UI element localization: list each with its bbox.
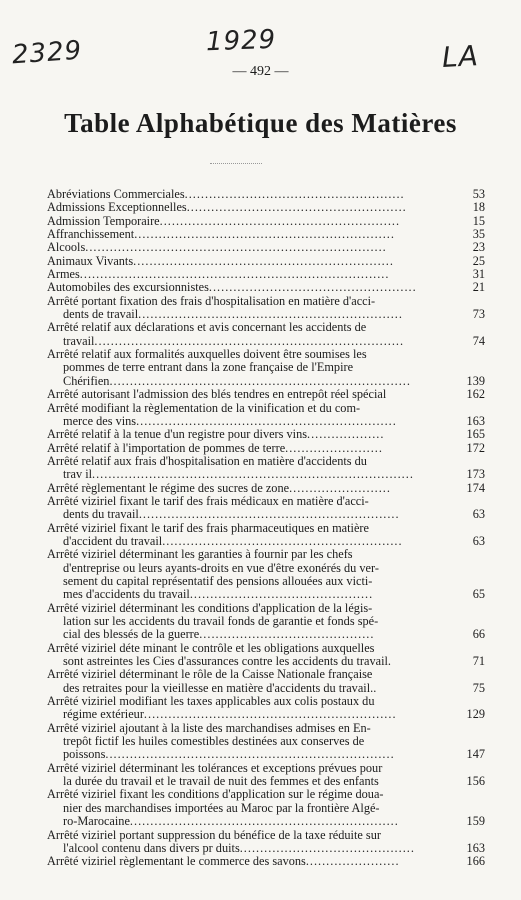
toc-entry-text: Armes xyxy=(47,268,80,282)
toc-dot-leader: ............................................................................ xyxy=(94,333,405,348)
toc-entry xyxy=(47,455,485,482)
toc-entry-continuation: trav il............................................................................... xyxy=(63,467,414,482)
toc-entry xyxy=(47,201,485,214)
toc-entry-continuation: dents de travail................................................................. xyxy=(63,307,403,322)
toc-dot-leader: ........................................................... xyxy=(159,214,401,228)
toc-page-number: 35 xyxy=(472,228,485,242)
toc-dot-leader: .................................................................. xyxy=(129,814,399,829)
toc-page-number: 129 xyxy=(466,707,485,722)
toc-entry-text: Arrêté viziriel déterminant le rôle de la Caisse Nationale française xyxy=(47,667,373,682)
toc-entry-continuation: sont astreintes les Cies d'assurances contre les accidents du travail. xyxy=(63,654,391,669)
toc-entry-text: Arrêté viziriel déterminant les garanties à fournir par les chefs xyxy=(47,547,353,562)
toc-entry-continuation: d'accident du travail........................................................... xyxy=(63,533,403,548)
toc-entry-text: Admission Temporaire xyxy=(47,214,160,228)
toc-dot-leader: ................................................... xyxy=(208,281,417,295)
toc-page-number: 31 xyxy=(472,268,485,282)
toc-entry-continuation: d'entreprise ou leurs ayants-droits en vue d'être exonérés du ver- xyxy=(63,560,379,575)
toc-entry-text: Arrêté viziriel portant suppression du bénéfice de la taxe réduite sur xyxy=(47,827,381,842)
toc-page-number: 147 xyxy=(466,747,485,762)
toc-entry-text: Arrêté relatif aux déclarations et avis concernant les accidents de xyxy=(47,320,367,335)
handwritten-annotation-left: 2329 xyxy=(11,35,84,71)
toc-page-number: 23 xyxy=(472,241,485,255)
toc-entry-text: Arrêté relatif aux frais d'hospitalisation en matière d'accidents du xyxy=(47,453,367,468)
toc-entry-text: Arrêté viziriel modifiant les taxes applicables aux colis postaux du xyxy=(47,694,375,709)
title-ornament xyxy=(210,153,262,164)
toc-dot-leader: ......................... xyxy=(289,481,391,495)
toc-entry xyxy=(47,495,485,522)
toc-page-number: 163 xyxy=(466,840,485,855)
toc-entry-continuation: l'alcool contenu dans divers pr duits........................................... xyxy=(63,840,415,855)
toc-dot-leader: ........................................... xyxy=(239,840,415,855)
toc-page-number: 63 xyxy=(472,507,485,522)
toc-page-number: 172 xyxy=(466,441,485,455)
toc-entry-continuation: merce des vins................................................................ xyxy=(63,413,397,428)
toc-entry xyxy=(47,281,485,294)
toc-page-number: 25 xyxy=(472,254,485,268)
toc-dot-leader: .......................................................................... xyxy=(85,241,387,255)
toc-page-number: 53 xyxy=(472,188,485,201)
toc-entry-continuation: régime extérieur.............................................................. xyxy=(63,707,397,722)
toc-entry-continuation: cial des blessés de la guerre........................................... xyxy=(63,627,375,642)
toc-dot-leader: ....................................................................... xyxy=(105,747,395,762)
toc-dot-leader: ...................................................... xyxy=(186,201,407,215)
toc-entry-continuation: dents du travail................................................................ xyxy=(63,507,400,522)
handwritten-annotation-year: 1929 xyxy=(205,24,277,58)
toc-dot-leader: ................................................................ xyxy=(134,228,395,242)
toc-entry-text: Arrêté portant fixation des frais d'hospitalisation en matière d'acci- xyxy=(47,293,376,308)
toc-entry-text: Abréviations Commerciales xyxy=(47,188,185,201)
toc-entry xyxy=(47,762,485,789)
toc-entry-continuation: la durée du travail et le travail de nuit des femmes et des enfants xyxy=(63,774,379,789)
toc-entry-text: Arrêté viziriel fixant les conditions d'application sur le régime doua- xyxy=(47,787,384,802)
toc-page-number: 18 xyxy=(472,201,485,215)
toc-entry xyxy=(47,388,485,401)
toc-entry xyxy=(47,428,485,441)
handwritten-annotation-right: LA xyxy=(441,39,480,74)
toc-entry xyxy=(47,722,485,762)
toc-page-number: 162 xyxy=(466,388,485,402)
toc-entry-text: Automobiles des excursionnistes xyxy=(47,281,209,295)
toc-page-number: 173 xyxy=(466,467,485,482)
toc-entry-continuation: ro-Marocaine.................................................................. xyxy=(63,814,399,829)
table-of-contents xyxy=(47,188,485,869)
toc-entry-continuation: poissons....................................................................... xyxy=(63,747,395,762)
toc-page-number: 75 xyxy=(472,680,485,695)
toc-entry-text: Admissions Exceptionnelles xyxy=(47,201,187,215)
page-number: — 492 — xyxy=(232,64,289,79)
toc-entry-continuation: pommes de terre entrant dans la zone française de l'Empire xyxy=(63,360,354,375)
toc-entry xyxy=(47,188,485,201)
toc-dot-leader: ................................................................ xyxy=(136,413,397,428)
toc-entry xyxy=(47,255,485,268)
toc-dot-leader: ............................................. xyxy=(189,587,374,602)
toc-entry-text: Affranchissement xyxy=(47,228,135,242)
toc-entry-text: Arrêté viziriel déterminant les conditions d'application de la légis- xyxy=(47,600,373,615)
toc-entry xyxy=(47,695,485,722)
toc-dot-leader: ........................ xyxy=(285,441,383,455)
toc-entry-continuation: nier des marchandises importées au Maroc par la frontière Algé- xyxy=(63,800,380,815)
toc-entry-continuation: travail............................................................................ xyxy=(63,333,405,348)
toc-entry xyxy=(47,829,485,856)
toc-dot-leader: .......................................................................... xyxy=(109,373,411,388)
toc-page-number: 166 xyxy=(466,855,485,869)
toc-page-number: 139 xyxy=(466,373,485,388)
toc-entry-text: Arrêté viziriel fixant le tarif des frais pharmaceutiques en matière xyxy=(47,520,369,535)
toc-entry xyxy=(47,295,485,322)
toc-entry-continuation: mes d'accidents du travail............................................. xyxy=(63,587,374,602)
toc-entry xyxy=(47,228,485,241)
toc-entry xyxy=(47,855,485,868)
toc-entry xyxy=(47,668,485,695)
toc-entry xyxy=(47,522,485,549)
toc-entry xyxy=(47,602,485,642)
toc-entry xyxy=(47,321,485,348)
toc-entry-continuation: lation sur les accidents du travail fonds de garantie et fonds spé- xyxy=(63,614,379,628)
toc-page-number: 21 xyxy=(472,281,485,295)
toc-page-number: 159 xyxy=(466,814,485,829)
toc-entry xyxy=(47,442,485,455)
toc-dot-leader: ........................................................... xyxy=(162,533,403,548)
toc-entry-continuation: trepôt fictif les huiles comestibles destinées aux conserves de xyxy=(63,734,365,749)
toc-dot-leader: .............................................................. xyxy=(143,707,397,722)
toc-entry xyxy=(47,482,485,495)
toc-entry-text: Alcools xyxy=(47,241,86,255)
toc-entry-continuation: Chérifien.......................................................................... xyxy=(63,373,411,388)
toc-entry-continuation: des retraites pour la vieillesse en matière d'accidents du travail.. xyxy=(63,680,378,695)
toc-page-number: 163 xyxy=(466,413,485,428)
page-title: Table Alphabétique des Matières xyxy=(64,108,457,138)
toc-page-number: 156 xyxy=(466,774,485,789)
toc-dot-leader: . xyxy=(373,680,378,695)
toc-entry-text: Arrêté relatif à l'importation de pommes de terre xyxy=(47,441,286,455)
toc-entry xyxy=(47,348,485,388)
toc-dot-leader: ....................... xyxy=(305,855,400,869)
toc-entry-text: Arrêté règlementant le régime des sucres de zone xyxy=(47,481,290,495)
toc-dot-leader: ................... xyxy=(307,428,385,442)
toc-dot-leader: ................................................................. xyxy=(138,307,403,322)
toc-page-number: 71 xyxy=(472,654,485,669)
toc-dot-leader: ................................................................ xyxy=(138,507,400,522)
toc-entry xyxy=(47,788,485,828)
toc-page-number: 74 xyxy=(472,333,485,348)
toc-page-number: 65 xyxy=(472,587,485,602)
toc-entry xyxy=(47,548,485,601)
toc-dot-leader: ...................................................... xyxy=(184,188,405,201)
toc-entry xyxy=(47,402,485,429)
toc-entry-text: Animaux Vivants xyxy=(47,254,134,268)
toc-page-number: 63 xyxy=(472,533,485,548)
toc-entry-text: Arrêté modifiant la règlementation de la vinification et du com- xyxy=(47,400,361,415)
toc-entry xyxy=(47,215,485,228)
toc-entry xyxy=(47,642,485,669)
toc-page-number: 66 xyxy=(472,627,485,642)
toc-page-number: 174 xyxy=(466,481,485,495)
toc-entry-text: Arrêté viziriel règlementant le commerce des savons xyxy=(47,855,306,869)
toc-entry xyxy=(47,268,485,281)
toc-page-number: 165 xyxy=(466,428,485,442)
toc-page-number: 73 xyxy=(472,307,485,322)
toc-entry-text: Arrêté viziriel fixant le tarif des frais médicaux en matière d'acci- xyxy=(47,493,369,508)
toc-dot-leader: ................................................................ xyxy=(133,254,394,268)
toc-entry-text: Arrêté viziriel déterminant les tolérances et exceptions prévues pour xyxy=(47,760,383,775)
toc-entry-text: Arrêté viziriel déte minant le contrôle et les obligations auxquelles xyxy=(47,640,375,655)
toc-dot-leader: ............................................................................... xyxy=(92,467,414,482)
toc-dot-leader: ............................................................................ xyxy=(79,268,390,282)
toc-entry-continuation: sement du capital représentatif des pensions allouées aux victi- xyxy=(63,573,373,588)
toc-entry xyxy=(47,241,485,254)
toc-entry-text: Arrêté viziriel ajoutant à la liste des marchandises admises en En- xyxy=(47,720,371,735)
toc-page-number: 15 xyxy=(472,214,485,228)
toc-entry-text: Arrêté autorisant l'admission des blés tendres en entrepôt réel spécial xyxy=(47,388,387,402)
toc-entry-text: Arrêté relatif aux formalités auxquelles doivent être soumises les xyxy=(47,347,367,362)
toc-dot-leader: ........................................... xyxy=(199,627,375,642)
toc-entry-text: Arrêté relatif à la tenue d'un registre pour divers vins xyxy=(47,428,308,442)
